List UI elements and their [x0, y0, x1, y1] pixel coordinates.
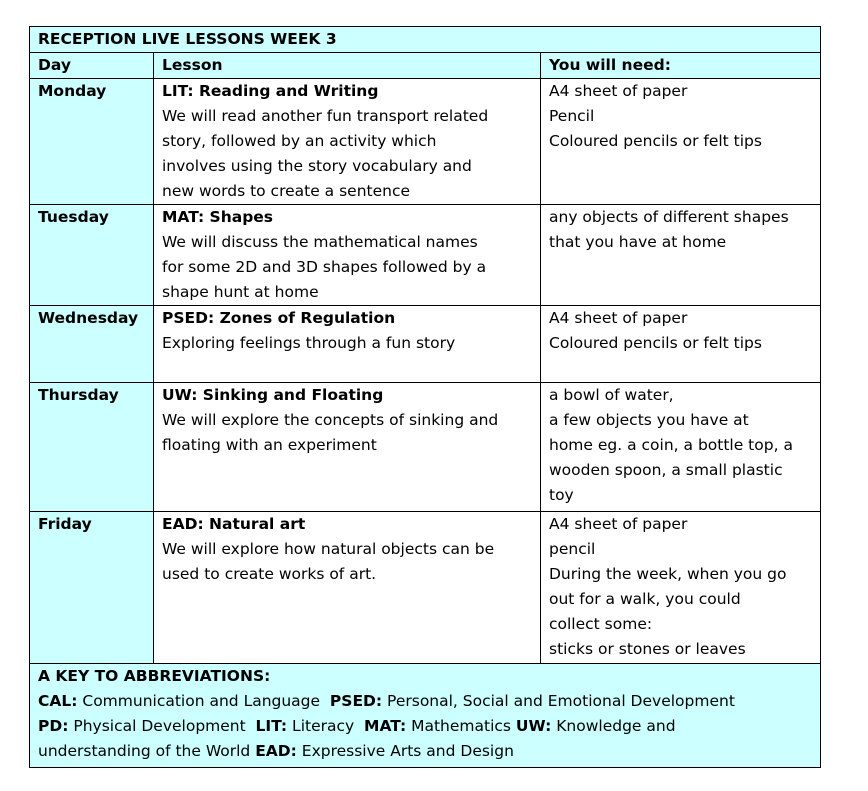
- lesson-line: new words to create a sentence: [162, 182, 411, 200]
- need-line: a few objects you have at: [549, 411, 749, 429]
- need-line: Coloured pencils or felt tips: [549, 334, 762, 352]
- lesson-subject: EAD: Natural art: [162, 515, 306, 533]
- abbr-pd-text: Physical Development: [68, 717, 256, 735]
- lesson-subject: PSED: Zones of Regulation: [162, 309, 396, 327]
- lesson-cell: [154, 79, 541, 205]
- need-line: A4 sheet of paper: [549, 82, 688, 100]
- need-line: Coloured pencils or felt tips: [549, 132, 762, 150]
- need-line: During the week, when you go: [549, 565, 787, 583]
- abbr-cal-text: Communication and Language: [77, 692, 330, 710]
- lesson-subject: UW: Sinking and Floating: [162, 386, 384, 404]
- lesson-cell: [154, 383, 541, 512]
- abbr-uw-text-cont: understanding of the World: [38, 742, 256, 760]
- lesson-line: involves using the story vocabulary and: [162, 157, 472, 175]
- lesson-line: We will read another fun transport related: [162, 107, 489, 125]
- need-cell: [541, 512, 821, 664]
- lesson-cell: [154, 512, 541, 664]
- need-line: a bowl of water,: [549, 386, 674, 404]
- lesson-line: shape hunt at home: [162, 283, 319, 301]
- need-cell: [541, 205, 821, 306]
- abbr-mat-text: Mathematics: [406, 717, 516, 735]
- abbr-mat: MAT:: [364, 717, 407, 735]
- need-cell: [541, 383, 821, 512]
- table-title: RECEPTION LIVE LESSONS WEEK 3: [30, 27, 821, 53]
- header-lesson: Lesson: [154, 53, 541, 79]
- abbr-uw-text: Knowledge and: [551, 717, 676, 735]
- need-line: toy: [549, 486, 574, 504]
- lesson-line: Exploring feelings through a fun story: [162, 334, 456, 352]
- abbreviation-key-row: [30, 664, 821, 768]
- need-line: sticks or stones or leaves: [549, 640, 746, 658]
- lesson-cell: [154, 306, 541, 383]
- day-cell: Monday: [30, 79, 154, 205]
- lesson-subject: MAT: Shapes: [162, 208, 274, 226]
- need-line: A4 sheet of paper: [549, 309, 688, 327]
- abbr-lit-text: Literacy: [287, 717, 365, 735]
- abbr-ead: EAD:: [255, 742, 297, 760]
- table-row: [30, 383, 821, 512]
- lesson-line: story, followed by an activity which: [162, 132, 437, 150]
- abbr-cal: CAL:: [38, 692, 78, 710]
- lesson-line: We will discuss the mathematical names: [162, 233, 478, 251]
- need-line: out for a walk, you could: [549, 590, 741, 608]
- table-row: [30, 306, 821, 383]
- lessons-table: [29, 26, 821, 768]
- key-title: A KEY TO ABBREVIATIONS:: [38, 667, 271, 685]
- need-line: A4 sheet of paper: [549, 515, 688, 533]
- header-day: Day: [30, 53, 154, 79]
- table-row: [30, 205, 821, 306]
- day-cell: Wednesday: [30, 306, 154, 383]
- abbr-uw: UW:: [515, 717, 552, 735]
- need-cell: [541, 79, 821, 205]
- abbr-pd: PD:: [38, 717, 69, 735]
- lesson-line: floating with an experiment: [162, 436, 377, 454]
- need-line: pencil: [549, 540, 596, 558]
- day-cell: Friday: [30, 512, 154, 664]
- day-cell: Thursday: [30, 383, 154, 512]
- table-row: [30, 79, 821, 205]
- need-line: that you have at home: [549, 233, 727, 251]
- table-row: [30, 512, 821, 664]
- key-line: [38, 739, 820, 764]
- abbreviation-key: [30, 664, 821, 768]
- lesson-line: We will explore the concepts of sinking and: [162, 411, 499, 429]
- lesson-line: We will explore how natural objects can be: [162, 540, 495, 558]
- need-line: Pencil: [549, 107, 595, 125]
- abbr-ead-text: Expressive Arts and Design: [296, 742, 514, 760]
- need-line: any objects of different shapes: [549, 208, 789, 226]
- need-line: wooden spoon, a small plastic: [549, 461, 783, 479]
- lesson-line: used to create works of art.: [162, 565, 377, 583]
- lesson-cell: [154, 205, 541, 306]
- abbr-psed-text: Personal, Social and Emotional Development: [382, 692, 735, 710]
- abbr-psed: PSED:: [329, 692, 383, 710]
- lesson-line: for some 2D and 3D shapes followed by a: [162, 258, 487, 276]
- key-line: [38, 714, 820, 739]
- header-need: You will need:: [541, 53, 821, 79]
- day-cell: Tuesday: [30, 205, 154, 306]
- abbr-lit: LIT:: [255, 717, 288, 735]
- lesson-subject: LIT: Reading and Writing: [162, 82, 379, 100]
- need-cell: [541, 306, 821, 383]
- key-line: [38, 689, 820, 714]
- need-line: home eg. a coin, a bottle top, a: [549, 436, 793, 454]
- need-line: collect some:: [549, 615, 653, 633]
